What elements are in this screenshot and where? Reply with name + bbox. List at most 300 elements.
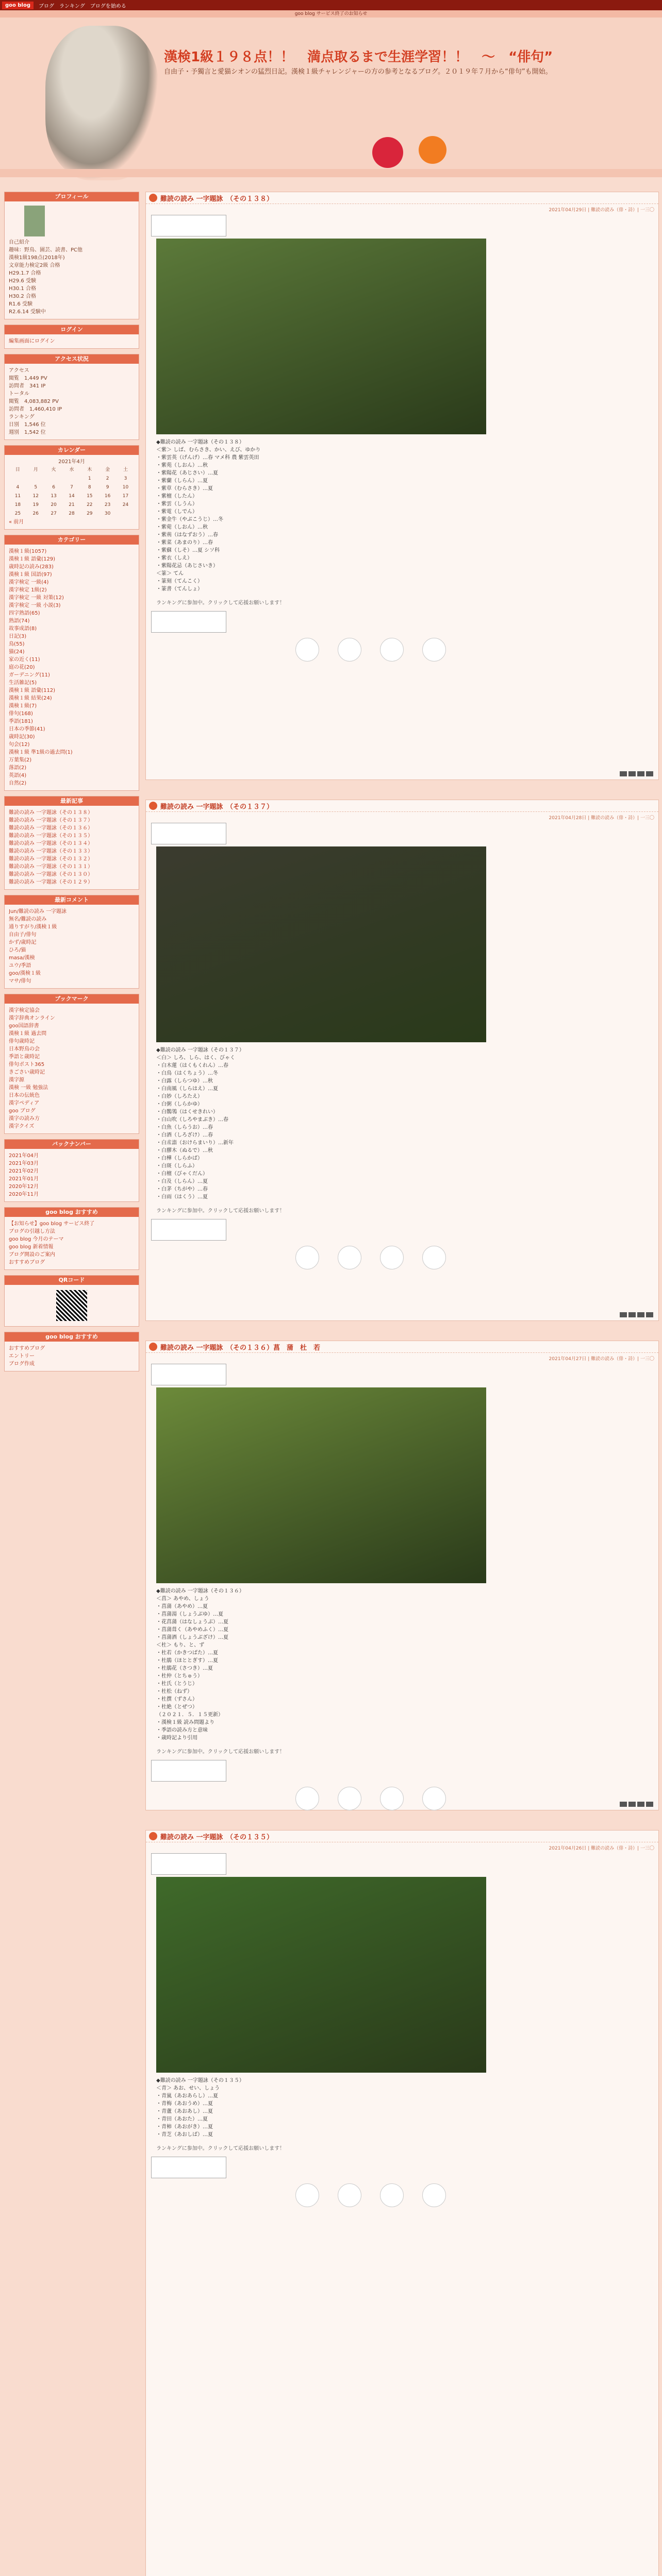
entry-meta: 2021年04月28日 | 難読の読み（俳・詩）| 一三〇: [549, 816, 654, 821]
calendar-day[interactable]: 24: [122, 502, 129, 507]
entry-line: ◆難読の読み 一字題詠（その１３６）: [156, 1588, 244, 1594]
category-link[interactable]: 万葉集(2): [9, 757, 32, 763]
ranking-text: ランキングに参加中。クリックして応援お願いします！: [156, 1749, 285, 1755]
recent-article-link[interactable]: 難読の読み 一字題詠（その１３６）: [9, 825, 93, 831]
bookmark-link[interactable]: 漢字クイズ: [9, 1124, 35, 1129]
category-link[interactable]: 故事成語(8): [9, 626, 37, 632]
reaction-buttons: [295, 2183, 658, 2207]
entry-line: ・白粥（しらかゆ）: [156, 1101, 203, 1107]
calendar-day[interactable]: 8: [88, 485, 91, 490]
qr-title: QRコード: [5, 1276, 139, 1285]
calendar-weekday: 日: [15, 467, 20, 472]
recommend-link[interactable]: goo blog 新着情報: [9, 1244, 54, 1250]
access-line: 訪問者 341 IP: [9, 383, 46, 389]
entry-line: ・青嵐（あおあらし）…夏: [156, 2093, 218, 2099]
backnumber-link[interactable]: 2020年11月: [9, 1192, 39, 1197]
calendar-day[interactable]: 7: [70, 485, 73, 490]
reaction-button[interactable]: [295, 1246, 319, 1269]
blog-header: [0, 18, 662, 177]
backnumber-link[interactable]: 2021年01月: [9, 1176, 39, 1182]
profile-line: 自己紹介: [9, 240, 29, 245]
reaction-buttons: [295, 638, 658, 662]
category-link[interactable]: 熟語(74): [9, 618, 30, 624]
ranking-banner[interactable]: [151, 215, 226, 236]
bookmark-link[interactable]: 季語と歳時記: [9, 1054, 40, 1060]
access-line: 週別 1,542 位: [9, 430, 46, 435]
category-link[interactable]: 日本の季節(41): [9, 726, 45, 732]
entry-line: ・紫雲英（げんげ）…春 マメ科 農 紫雲英田: [156, 455, 259, 461]
entry-line: ・紫陽花忌（あじさいき）: [156, 563, 218, 569]
other-title: goo blog おすすめ: [5, 1332, 139, 1342]
reaction-button[interactable]: [380, 2183, 404, 2207]
calendar-day[interactable]: 23: [104, 502, 111, 507]
entry-title[interactable]: 難読の読み 一字題詠 （その１３５）: [160, 1833, 274, 1841]
recent-title: 最新記事: [5, 796, 139, 806]
entry-line: ・白鶺鴒（はくせきれい）: [156, 1109, 218, 1115]
comment-link[interactable]: かず/歳時記: [9, 940, 37, 945]
calendar-weekday: 月: [33, 467, 38, 472]
category-link[interactable]: 漢字検定 一級 対策(12): [9, 595, 64, 601]
entry-line: ＜青＞ あお、せい、しょう: [156, 2086, 220, 2091]
recent-article-link[interactable]: 難読の読み 一字題詠（その１３７）: [9, 818, 93, 823]
entry-line: ・白斑（しらふ）: [156, 1163, 197, 1169]
entry-line: ・青田（あおた）…夏: [156, 2116, 208, 2122]
profile-line: R1.6 受験: [9, 301, 33, 307]
recommend-link[interactable]: goo blog 今月のテーマ: [9, 1236, 64, 1242]
calendar-day[interactable]: 29: [87, 511, 93, 516]
calendar-day[interactable]: 9: [106, 485, 109, 490]
bookmark-box: [4, 994, 139, 1134]
entry-line: ・紫苑（しおん）…秋: [156, 463, 208, 468]
recommend-link[interactable]: ブログの引越し方法: [9, 1229, 55, 1234]
entry-photo: [156, 1877, 486, 2073]
share-icon[interactable]: [628, 771, 636, 776]
other-box: [4, 1332, 139, 1371]
entry-line: ◆難読の読み 一字題詠（その１３５）: [156, 2078, 244, 2083]
category-link[interactable]: ガーデニング(11): [9, 672, 50, 678]
bookmark-link[interactable]: 日本野鳥の会: [9, 1046, 40, 1052]
backnumber-link[interactable]: 2020年12月: [9, 1184, 39, 1190]
entry-line: ・白木蓮（はくもくれん）…春: [156, 1063, 228, 1069]
recommend-title: goo blog おすすめ: [5, 1208, 139, 1217]
calendar-day[interactable]: [117, 510, 135, 518]
bookmark-link[interactable]: 俳句ポスト365: [9, 1062, 45, 1067]
profile-line: H30.2 合格: [9, 294, 36, 299]
category-link[interactable]: 句会(12): [9, 742, 30, 748]
entry-line: ・白檀（びゃくだん）: [156, 1171, 208, 1177]
ranking-banner[interactable]: [151, 1219, 226, 1241]
calendar-day[interactable]: 12: [32, 494, 39, 499]
entry-line: ・紫蘇（しそ）…夏 シソ科: [156, 548, 220, 553]
entry-line: ・歳時記より引用: [156, 1735, 197, 1741]
category-link[interactable]: 漢字検定 一級(4): [9, 580, 49, 585]
category-link[interactable]: 漢検１級 準1級の過去問(1): [9, 750, 73, 755]
calendar-weekday: 土: [123, 467, 128, 472]
category-link[interactable]: 猫(24): [9, 649, 25, 655]
entry-line: ・紫菀（しおん）…秋: [156, 524, 208, 530]
login-title: ログイン: [5, 325, 139, 334]
entry-header: [146, 1341, 658, 1353]
calendar-day[interactable]: 16: [104, 494, 111, 499]
ranking-text: ランキングに参加中。クリックして応援お願いします！: [156, 2146, 285, 2151]
calendar-day[interactable]: 19: [32, 502, 39, 507]
category-link[interactable]: 漢検１級 結果(24): [9, 696, 52, 701]
entry-line: ・白魚（しらうお）…春: [156, 1125, 213, 1130]
entry-line: ・杜絶（とぜつ）: [156, 1704, 197, 1710]
entry-photo: [156, 1387, 486, 1583]
entry-line: ＜紫＞ しば、むらさき、かい、えび、ゆかり: [156, 447, 261, 453]
calendar-day[interactable]: 20: [51, 502, 57, 507]
category-link[interactable]: 漢検１級 国語(97): [9, 572, 52, 578]
entry-photo: [156, 239, 486, 434]
recent-article-link[interactable]: 難読の読み 一字題詠（その１３２）: [9, 856, 93, 862]
reaction-buttons: [295, 1246, 658, 1269]
kittens-image: [45, 26, 159, 180]
topbar-item[interactable]: ランキング: [59, 3, 85, 9]
entry-line: ・杜撰（ずさん）: [156, 1697, 197, 1702]
avatar: [24, 206, 45, 236]
profile-line: H29.6 受験: [9, 278, 36, 284]
entry-line: ◆難読の読み 一字題詠（その１３８）: [156, 439, 244, 445]
entry-title[interactable]: 難読の読み 一字題詠 （その１３８）: [160, 195, 274, 203]
calendar-day[interactable]: 4: [16, 485, 20, 490]
blog-entry: [145, 800, 659, 1321]
entry-line: ・白酒（しろざけ）…春: [156, 1132, 213, 1138]
entry-line: ・白膠木（ぬるで）…秋: [156, 1148, 213, 1154]
category-link[interactable]: 鳥(55): [9, 641, 25, 647]
entry-bullet-icon: [149, 802, 157, 810]
category-link[interactable]: 四字熟語(65): [9, 611, 40, 616]
category-link[interactable]: 漢字検定 1級(2): [9, 587, 47, 593]
entry-line: ◆難読の読み 一字題詠（その１３７）: [156, 1047, 244, 1053]
share-icon[interactable]: [620, 1312, 627, 1317]
ranking-banner[interactable]: [151, 1853, 226, 1875]
calendar-day[interactable]: 14: [69, 494, 75, 499]
backnumber-link[interactable]: 2021年04月: [9, 1153, 39, 1159]
calendar-prev[interactable]: « 前月: [9, 519, 24, 525]
entry-title[interactable]: 難読の読み 一字題詠 （その１３６）菖 蒲 杜 若: [160, 1344, 321, 1352]
entry-photo: [156, 846, 486, 1042]
category-link[interactable]: 生活雑記(5): [9, 680, 37, 686]
blog-description: 自由子・予獨言と愛猫シオンの猛烈日記。漢検１級チャレンジャーの方の参考となるブログ。２０１９年７月から“俳句”も開始。: [164, 68, 552, 76]
recommend-link[interactable]: ブログ開設のご案内: [9, 1252, 55, 1258]
entry-header: [146, 192, 658, 204]
backnumber-link[interactable]: 2021年02月: [9, 1168, 39, 1174]
category-link[interactable]: 漢字検定 一級 小説(3): [9, 603, 61, 608]
profile-line: H30.1 合格: [9, 286, 36, 292]
calendar-day[interactable]: 1: [88, 476, 91, 481]
recent-article-link[interactable]: 難読の読み 一字題詠（その１３５）: [9, 833, 93, 839]
comment-link[interactable]: ひろ/猫: [9, 947, 26, 953]
bookmark-link[interactable]: 漢字の読み方: [9, 1116, 40, 1122]
reaction-button[interactable]: [422, 638, 446, 662]
category-link[interactable]: 歳時記の読み(283): [9, 564, 54, 570]
calendar-day[interactable]: 10: [122, 485, 129, 490]
category-link[interactable]: 落語(2): [9, 765, 27, 771]
qr-box: [4, 1275, 139, 1327]
entry-line: ・紫荊（はなずおう）…春: [156, 532, 218, 538]
comment-link[interactable]: ユウ/季語: [9, 963, 31, 969]
entry-header: [146, 800, 658, 812]
entry-line: ・菖蒲葺く（あやめふく）…夏: [156, 1627, 228, 1633]
category-link[interactable]: 季語(181): [9, 719, 33, 724]
entry-line: ・紫雲（しうん）: [156, 501, 197, 507]
entry-line: ・紫金牛（やぶこうじ）…冬: [156, 517, 223, 522]
share-icon[interactable]: [628, 1802, 636, 1807]
profile-box: [4, 192, 139, 319]
entry-line: ・青蘆（あおあし）…夏: [156, 2109, 213, 2114]
entry-line: ・紫電（しでん）: [156, 509, 197, 515]
category-link[interactable]: 漢検１級 語彙(129): [9, 556, 56, 562]
bookmark-link[interactable]: 漢字辞典オンライン: [9, 1015, 55, 1021]
entry-line: ・青芝（あおしば）…夏: [156, 2132, 213, 2138]
other-link[interactable]: ブログ作成: [9, 1361, 35, 1367]
access-line: アクセス: [9, 368, 29, 374]
entry-line: ・漢検１級 読み問題より: [156, 1720, 215, 1725]
entry-title[interactable]: 難読の読み 一字題詠 （その１３７）: [160, 803, 274, 811]
calendar-title: カレンダー: [5, 446, 139, 455]
entry-line: ・篆刻（てんこく）: [156, 579, 203, 584]
share-icon[interactable]: [620, 1802, 627, 1807]
recent-article-link[interactable]: 難読の読み 一字題詠（その１２９）: [9, 879, 93, 885]
bookmark-link[interactable]: 漢字源: [9, 1077, 24, 1083]
calendar-day[interactable]: 2: [106, 476, 109, 481]
entry-line: ・白鳥（はくちょう）…冬: [156, 1071, 218, 1076]
ranking-text: ランキングに参加中。クリックして応援お願いします！: [156, 1208, 285, 1214]
sidebar: [4, 192, 139, 1377]
calendar-day[interactable]: 28: [69, 511, 75, 516]
recent-article-link[interactable]: 難読の読み 一字題詠（その１３１）: [9, 864, 93, 870]
entry-line: ・紫陽花（あじさい）…夏: [156, 470, 218, 476]
profile-line: 文章能力検定2級 合格: [9, 263, 60, 268]
category-link[interactable]: 歳時記(30): [9, 734, 35, 740]
category-link[interactable]: 庭の花(20): [9, 665, 35, 670]
topbar-item[interactable]: ブログ: [39, 3, 54, 9]
entry-line: ・白朮詣（おけらまいり）…新年: [156, 1140, 234, 1146]
calendar-day[interactable]: 25: [14, 511, 21, 516]
ranking-banner[interactable]: [151, 1364, 226, 1385]
bookmark-link[interactable]: goo国語辞書: [9, 1023, 39, 1029]
reaction-button[interactable]: [295, 638, 319, 662]
calendar-day[interactable]: 3: [124, 476, 127, 481]
share-icon[interactable]: [637, 1312, 644, 1317]
entry-line: ＜白＞ しろ、しら、はく、びゃく: [156, 1055, 235, 1061]
ranking-text: ランキングに参加中。クリックして応援お願いします！: [156, 600, 285, 606]
entry-bullet-icon: [149, 1343, 157, 1351]
calendar-day[interactable]: 22: [87, 502, 93, 507]
comment-link[interactable]: 自由子/俳句: [9, 932, 37, 938]
goo-logo[interactable]: goo blog: [2, 2, 34, 9]
entry-line: ・杜若（かきつばた）…夏: [156, 1650, 218, 1656]
category-link[interactable]: 俳句(168): [9, 711, 33, 717]
calendar-weekday: 木: [87, 467, 92, 472]
profile-line: 趣味：野鳥、園芸、読書、PC他: [9, 247, 83, 253]
entry-line: ・白妙（しろたえ）: [156, 1094, 203, 1099]
category-link[interactable]: 家の近く(11): [9, 657, 40, 663]
login-box: [4, 325, 139, 349]
share-icon[interactable]: [646, 771, 653, 776]
entry-line: ・青梅（あおうめ）…夏: [156, 2101, 213, 2107]
ranking-banner[interactable]: [151, 823, 226, 844]
blog-entry: [145, 1341, 659, 1810]
calendar-day[interactable]: 15: [87, 494, 93, 499]
recent-article-link[interactable]: 難読の読み 一字題詠（その１３０）: [9, 872, 93, 877]
entry-line: ・紫檀（したん）: [156, 494, 197, 499]
calendar-day[interactable]: 30: [104, 511, 111, 516]
share-icon[interactable]: [646, 1802, 653, 1807]
category-link[interactable]: 英語(4): [9, 773, 27, 778]
reaction-button[interactable]: [380, 1246, 404, 1269]
reaction-button[interactable]: [380, 638, 404, 662]
calendar-day[interactable]: 13: [51, 494, 57, 499]
other-link[interactable]: エントリー: [9, 1353, 35, 1359]
reaction-button[interactable]: [422, 1246, 446, 1269]
share-icon[interactable]: [637, 1802, 644, 1807]
access-line: ランキング: [9, 414, 35, 420]
login-link[interactable]: 編集画面にログイン: [9, 338, 55, 344]
comment-link[interactable]: マサ/俳句: [9, 978, 31, 984]
comment-link[interactable]: 通りすがり/漢検１級: [9, 924, 57, 930]
calendar-day[interactable]: 17: [122, 494, 129, 499]
entry-line: ・白及（しらん）…夏: [156, 1179, 208, 1184]
bookmark-link[interactable]: きごさい歳時記: [9, 1070, 45, 1075]
blog-title[interactable]: 漢検1級１９８点！！ 満点取るまで生涯学習！！ ～ “俳句”: [164, 49, 553, 65]
bookmark-link[interactable]: goo ブログ: [9, 1108, 36, 1114]
category-title: カテゴリー: [5, 535, 139, 545]
calendar-day[interactable]: 5: [34, 485, 38, 490]
entry-line: ・杜松（ねず）: [156, 1689, 192, 1694]
reaction-button[interactable]: [422, 2183, 446, 2207]
entry-line: ・白南風（しらはえ）…夏: [156, 1086, 218, 1092]
topbar-item[interactable]: ブログを始める: [90, 3, 126, 9]
reaction-button[interactable]: [295, 1787, 319, 1810]
yarn-ball-icon: [372, 137, 403, 168]
entry-line: ・杜仲（とちゅう）: [156, 1673, 203, 1679]
profile-line: R2.6.14 受験中: [9, 309, 46, 315]
calendar-box: [4, 445, 139, 530]
bookmark-link[interactable]: 漢字ペディア: [9, 1100, 40, 1106]
bookmark-link[interactable]: 漢検 一級 勉強法: [9, 1085, 48, 1091]
calendar-weekday: 火: [51, 467, 56, 472]
calendar-day[interactable]: 27: [51, 511, 57, 516]
category-link[interactable]: 漢検１級(7): [9, 703, 37, 709]
access-line: 日別 1,546 位: [9, 422, 46, 428]
calendar-day[interactable]: [9, 474, 27, 483]
share-buttons: [620, 771, 653, 776]
bookmark-link[interactable]: 漢字検定協会: [9, 1008, 40, 1013]
access-title: アクセス状況: [5, 354, 139, 364]
recommend-link[interactable]: おすすめブログ: [9, 1260, 45, 1265]
share-icon[interactable]: [637, 771, 644, 776]
other-link[interactable]: おすすめブログ: [9, 1346, 45, 1351]
calendar-day[interactable]: 18: [14, 502, 21, 507]
entry-line: ・白雨（はくう）…夏: [156, 1194, 208, 1200]
profile-line: 漢検1級198点(2018年): [9, 255, 65, 261]
reaction-button[interactable]: [338, 1246, 361, 1269]
backnumber-link[interactable]: 2021年03月: [9, 1161, 39, 1166]
entry-line: ・杜鵑（ほととぎす）…夏: [156, 1658, 218, 1664]
backnumber-title: バックナンバー: [5, 1140, 139, 1149]
comment-link[interactable]: Jun/難読の読み 一字題詠: [9, 909, 67, 914]
ranking-banner[interactable]: [151, 1760, 226, 1782]
entry-line: ・紫衣（しえ）: [156, 555, 192, 561]
calendar-day[interactable]: [63, 474, 81, 483]
share-icon[interactable]: [628, 1312, 636, 1317]
entry-line: ・青柿（あおがき）…夏: [156, 2124, 213, 2130]
entry-line: ・杜鵑花（さつき）…夏: [156, 1666, 213, 1671]
category-link[interactable]: 日記(3): [9, 634, 27, 639]
share-buttons: [620, 1802, 653, 1807]
share-icon[interactable]: [646, 1312, 653, 1317]
category-link[interactable]: 漢検１級(1057): [9, 549, 47, 554]
comment-link[interactable]: 無名/難読の読み: [9, 917, 47, 922]
reaction-button[interactable]: [338, 2183, 361, 2207]
entry-line: ・白茅（ちがや）…春: [156, 1187, 208, 1192]
top-bar: [0, 0, 662, 10]
entry-line: ＜菖＞ あやめ、しょう: [156, 1596, 209, 1602]
entry-line: ・白山吹（しろやまぶき）…春: [156, 1117, 228, 1123]
calendar-day[interactable]: 26: [32, 511, 39, 516]
reaction-button[interactable]: [380, 1787, 404, 1810]
entry-body: [156, 438, 648, 593]
bookmark-link[interactable]: 俳句歳時記: [9, 1039, 35, 1044]
entry-body: [156, 2077, 648, 2139]
blog-entry: [145, 1830, 659, 2576]
calendar-day[interactable]: 21: [69, 502, 75, 507]
entry-line: ・花菖蒲（はなしょうぶ）…夏: [156, 1619, 228, 1625]
recent-article-link[interactable]: 難読の読み 一字題詠（その１３３）: [9, 849, 93, 854]
ranking-banner[interactable]: [151, 2157, 226, 2178]
entry-meta: 2021年04月29日 | 難読の読み（俳・詩）| 一三〇: [549, 208, 654, 213]
backnumber-box: [4, 1139, 139, 1202]
comment-link[interactable]: goo/漢検１級: [9, 971, 41, 976]
bookmark-title: ブックマーク: [5, 994, 139, 1004]
recent-article-link[interactable]: 難読の読み 一字題詠（その１３８）: [9, 810, 93, 816]
recent-box: [4, 796, 139, 890]
reaction-button[interactable]: [338, 638, 361, 662]
entry-line: ＜杜＞ もり、と、ず: [156, 1642, 205, 1648]
reaction-button[interactable]: [422, 1787, 446, 1810]
yarn-ball-icon: [419, 136, 446, 164]
entry-line: ・季語の読み方と意味: [156, 1727, 208, 1733]
calendar-day[interactable]: [45, 474, 63, 483]
comments-title: 最新コメント: [5, 895, 139, 905]
reaction-button[interactable]: [338, 1787, 361, 1810]
access-line: 訪問者 1,460,410 IP: [9, 406, 62, 412]
recommend-link[interactable]: 【お知らせ】goo blog サービス終了: [9, 1221, 95, 1227]
entry-line: ・白樺（しらかば）: [156, 1156, 203, 1161]
bookmark-link[interactable]: 漢検１級 過去問: [9, 1031, 47, 1037]
comments-box: [4, 895, 139, 989]
share-icon[interactable]: [620, 771, 627, 776]
blog-entry: [145, 192, 659, 780]
calendar-day[interactable]: [27, 474, 45, 483]
notice-bar[interactable]: goo blog サービス終了のお知らせ: [0, 10, 662, 18]
entry-body: [156, 1046, 648, 1201]
access-line: トータル: [9, 391, 29, 397]
category-link[interactable]: 漢検１級 語彙(112): [9, 688, 56, 693]
category-link[interactable]: 自然(2): [9, 781, 27, 786]
comment-link[interactable]: masa/漢検: [9, 955, 35, 961]
reaction-button[interactable]: [295, 2183, 319, 2207]
entry-meta: 2021年04月26日 | 難読の読み（俳・詩）| 一三〇: [549, 1846, 654, 1851]
calendar-day[interactable]: 11: [14, 494, 21, 499]
ranking-banner[interactable]: [151, 611, 226, 633]
bookmark-link[interactable]: 日本の伝統色: [9, 1093, 40, 1098]
recent-article-link[interactable]: 難読の読み 一字題詠（その１３４）: [9, 841, 93, 846]
entry-line: ＜篆＞ てん: [156, 571, 184, 577]
calendar-day[interactable]: 6: [52, 485, 55, 490]
